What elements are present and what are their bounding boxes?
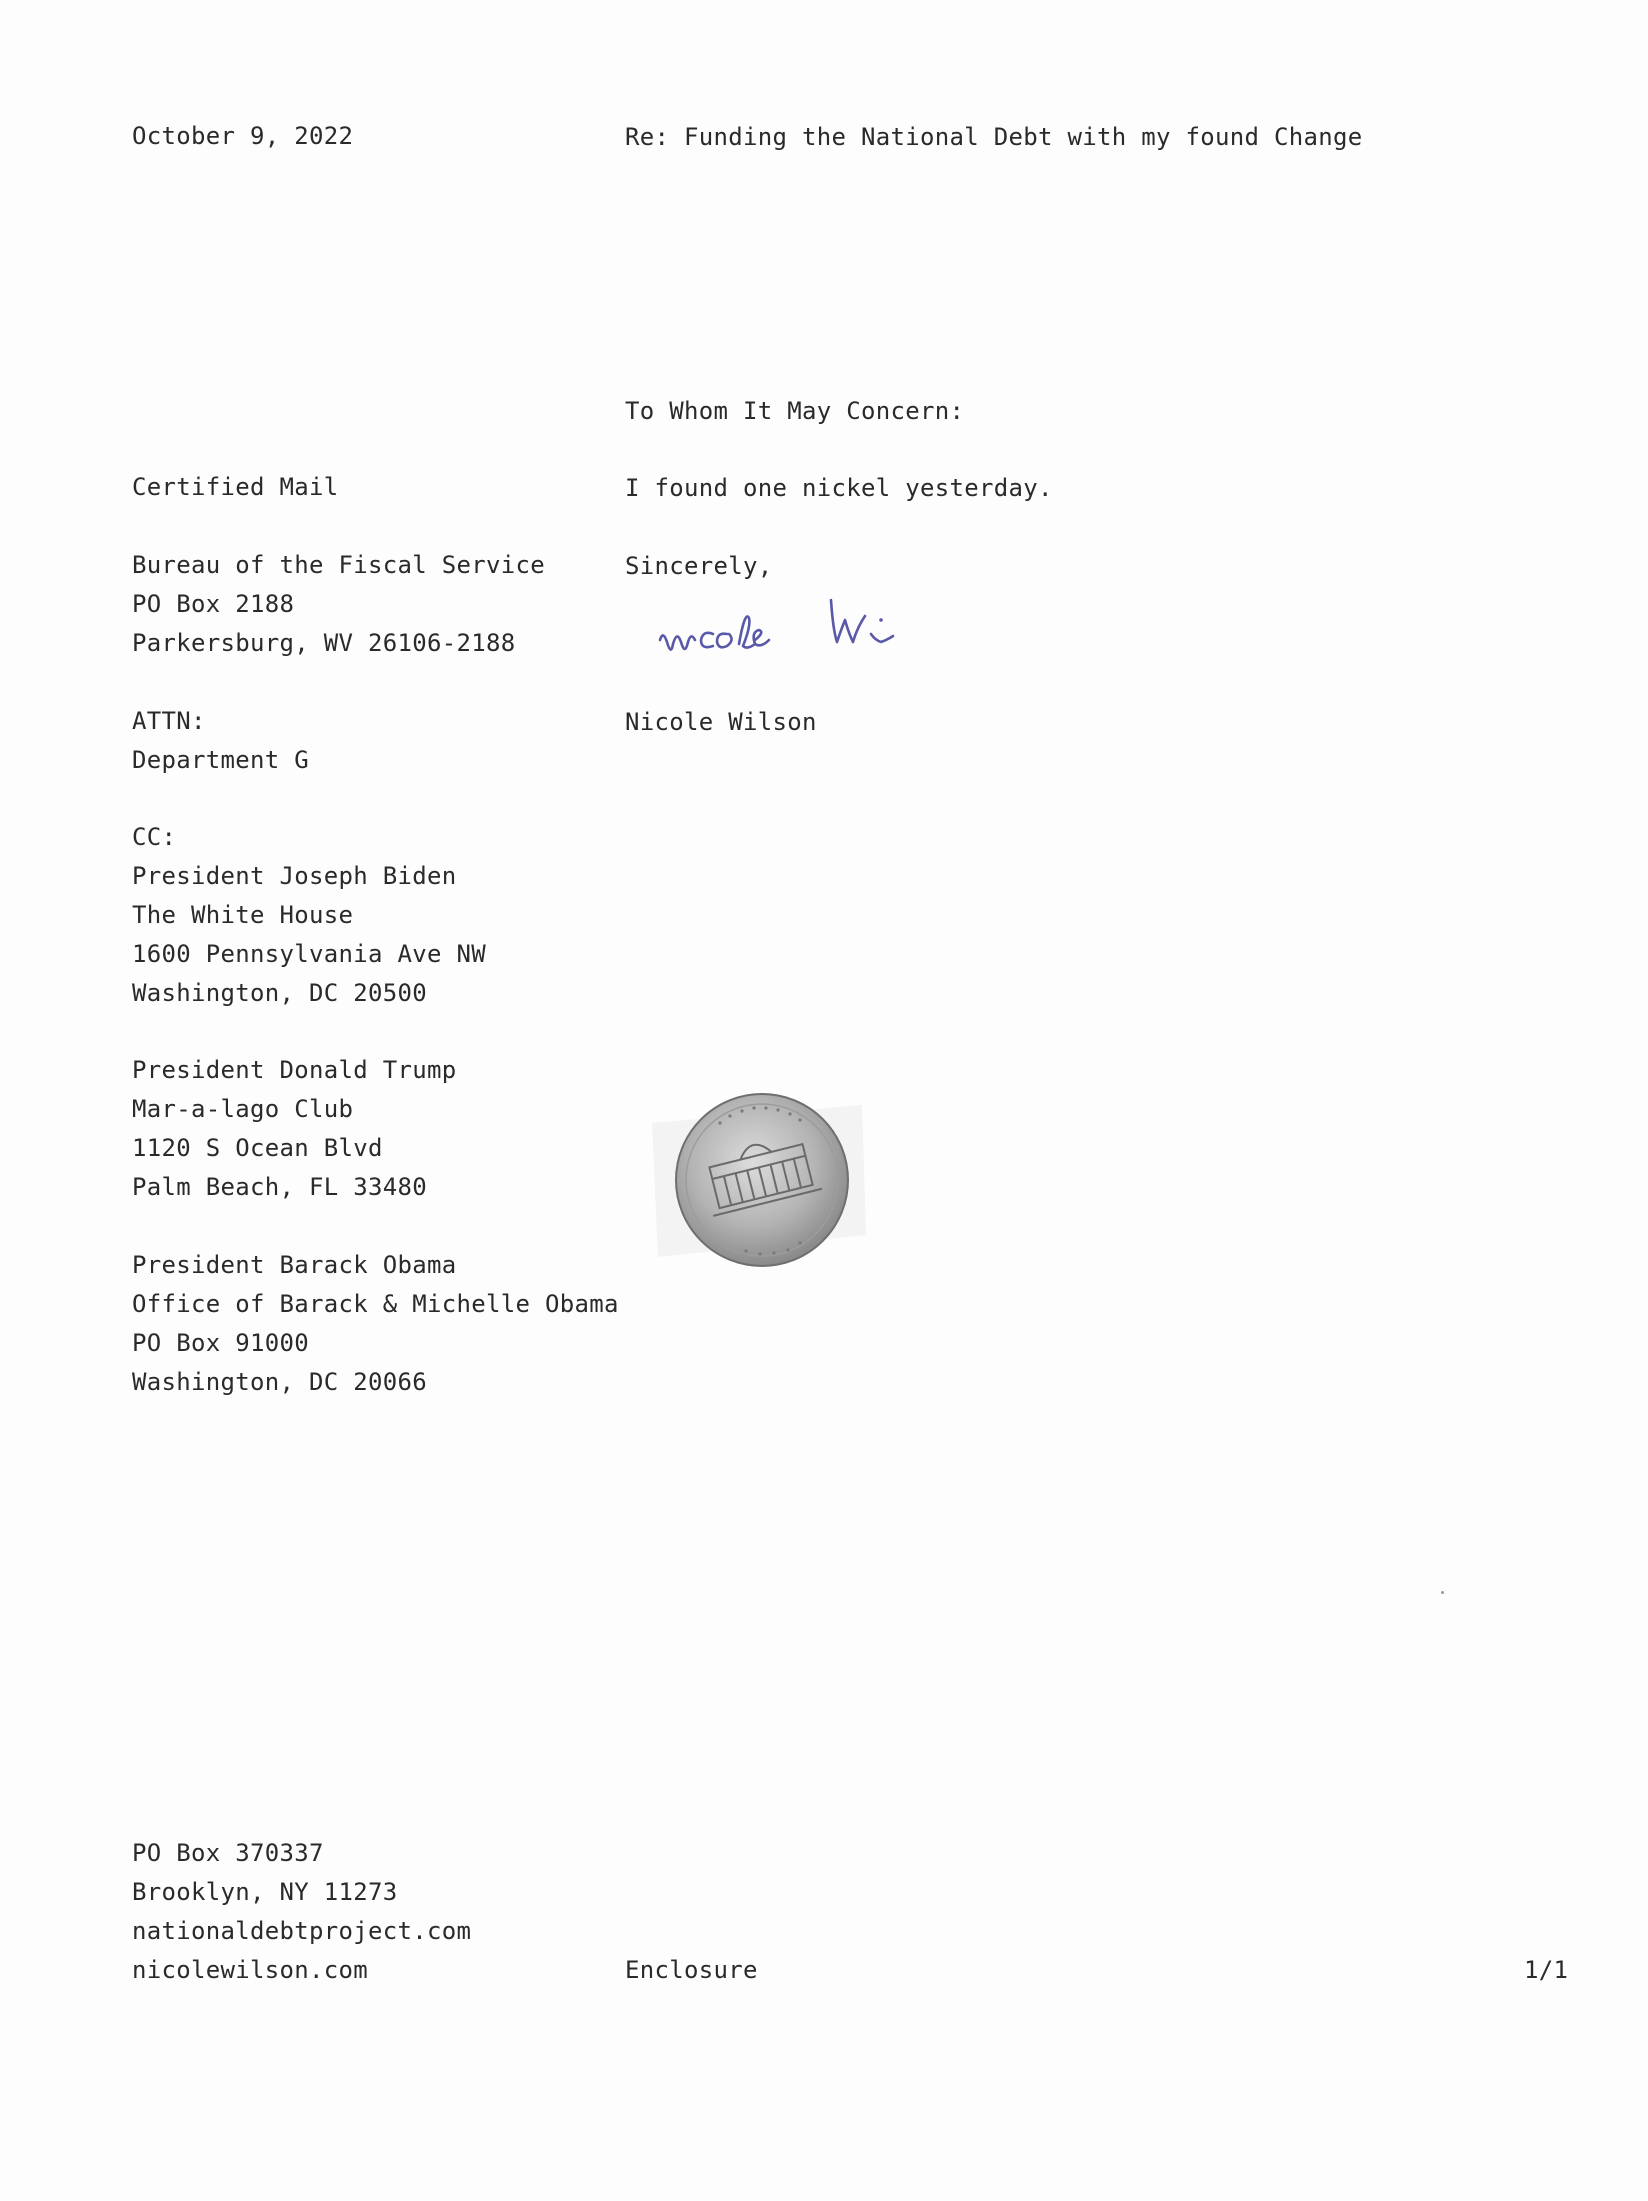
recipient-line: PO Box 2188 [132,590,295,618]
scan-speck [1441,1591,1444,1594]
cc-block-biden [132,818,486,1013]
salutation: To Whom It May Concern: [625,397,965,425]
attn-block [132,702,309,780]
sender-line: PO Box 370337 [132,1839,324,1867]
sender-line: Brooklyn, NY 11273 [132,1878,398,1906]
cc-line: Washington, DC 20066 [132,1368,427,1396]
letter-subject: Re: Funding the National Debt with my found Change [625,123,1363,151]
cc-line: 1600 Pennsylvania Ave NW [132,940,486,968]
enclosure-label: Enclosure [625,1956,758,1984]
cc-line: Washington, DC 20500 [132,979,427,1007]
cc-line: President Barack Obama [132,1251,457,1279]
cc-line: President Donald Trump [132,1056,457,1084]
cc-line: PO Box 91000 [132,1329,309,1357]
closing: Sincerely, [625,552,773,580]
attn-label: ATTN: [132,707,206,735]
recipient-line: Parkersburg, WV 26106-2188 [132,629,516,657]
cc-line: Mar-a-lago Club [132,1095,354,1123]
attn-department: Department G [132,746,309,774]
letter-body: I found one nickel yesterday. [625,474,1053,502]
cc-line: Palm Beach, FL 33480 [132,1173,427,1201]
signature-icon [655,590,995,680]
cc-label: CC: [132,823,177,851]
cc-line: The White House [132,901,354,929]
cc-line: President Joseph Biden [132,862,457,890]
signer-name: Nicole Wilson [625,708,817,736]
nickel-coin-icon [650,1085,870,1275]
letter-date: October 9, 2022 [132,122,354,150]
cc-block-trump [132,1051,456,1207]
cc-block-obama [132,1246,619,1402]
sender-address [132,1834,471,1990]
recipient-line: Bureau of the Fiscal Service [132,551,545,579]
sender-website: nicolewilson.com [132,1956,368,1984]
sender-website: nationaldebtproject.com [132,1917,472,1945]
recipient-address [132,546,545,663]
page-number: 1/1 [1524,1956,1569,1984]
cc-line: Office of Barack & Michelle Obama [132,1290,619,1318]
delivery-method: Certified Mail [132,473,339,501]
cc-line: 1120 S Ocean Blvd [132,1134,383,1162]
